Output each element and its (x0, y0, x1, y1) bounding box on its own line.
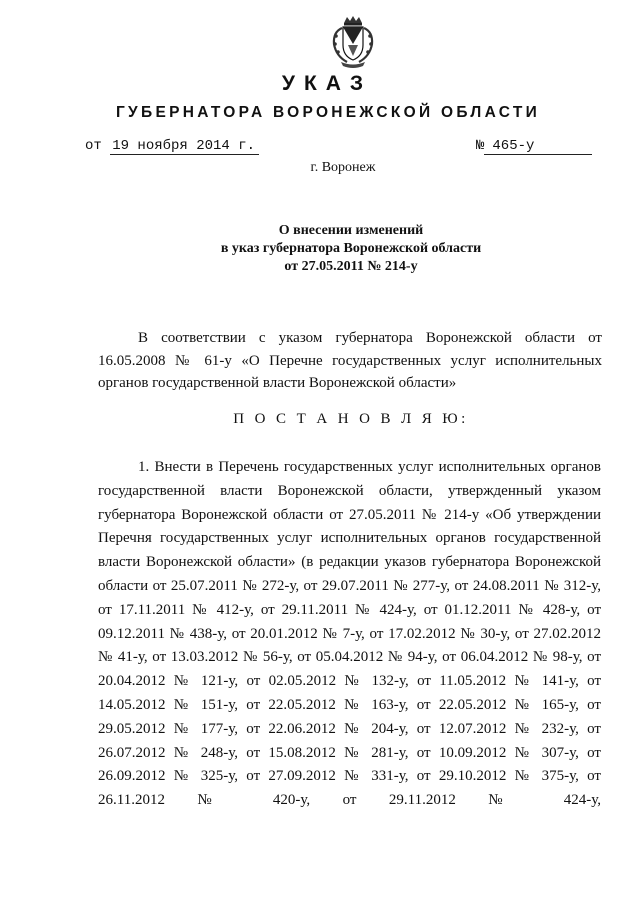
number-line (476, 138, 592, 155)
coat-of-arms-icon (327, 14, 379, 70)
date-prefix: от (85, 138, 102, 154)
number-prefix: № (476, 138, 485, 154)
date-value: 19 ноября 2014 г. (110, 138, 259, 155)
subject-line-1: О внесении изменений (278, 223, 424, 238)
date-line (85, 138, 259, 155)
subject-line-3: от 27.05.2011 № 214-у (284, 259, 418, 274)
city: г. Воронеж (310, 160, 376, 175)
preamble-paragraph: В соответствии с указом губернатора Воронежской области от 16.05.2008 № 61-у «О Перечне государственных услуг исполнительных органов государственной власти Воронежской области» (98, 330, 602, 392)
decree-word: П О С Т А Н О В Л Я Ю: (233, 411, 469, 427)
item-1-paragraph: 1. Внести в Перечень государственных услуг исполнительных органов государственной власти Воронежской области, утвержденный указом губернатора Воронежской области от 27.05.2011 № 214-у «Об утверждении Перечня государственных услуг исполнительных органов государственной власти Воронежской области» (в редакции указов губернатора Воронежской области от 25.07.2011 № 272-у, от 29.07.2011 № 277-у, от 24.08.2011 № 312-у, от 17.11.2011 № 412-у, от 29.11.2011 № 424-у, от 01.12.2011 № 428-у, от 09.12.2011 № 438-у, от 20.01.2012 № 7-у, от 17.02.2012 № 30-у, от 27.02.2012 № 41-у, от 13.03.2012 № 56-у, от 05.04.2012 № 94-у, от 06.04.2012 № 98-у, от 20.04.2012 № 121-у, от 02.05.2012 № 132-у, от 11.05.2012 № 141-у, от 14.05.2012 № 151-у, от 22.05.2012 № 163-у, от 22.05.2012 № 165-у, от 29.05.2012 № 177-у, от 22.06.2012 № 204-у, от 12.07.2012 № 232-у, от 26.07.2012 № 248-у, от 15.08.2012 № 281-у, от 10.09.2012 № 307-у, от 26.09.2012 № 325-у, от 27.09.2012 № 331-у, от 29.10.2012 № 375-у, от 26.11.2012 № 420-у, от 29.11.2012 № 424-у, (98, 459, 601, 809)
document-subject (0, 222, 640, 276)
document-subtitle: ГУБЕРНАТОРА ВОРОНЕЖСКОЙ ОБЛАСТИ (115, 104, 541, 121)
document-title: УКАЗ (281, 72, 373, 95)
subject-line-2: в указ губернатора Воронежской области (220, 241, 482, 256)
number-value: 465-у (484, 138, 592, 155)
